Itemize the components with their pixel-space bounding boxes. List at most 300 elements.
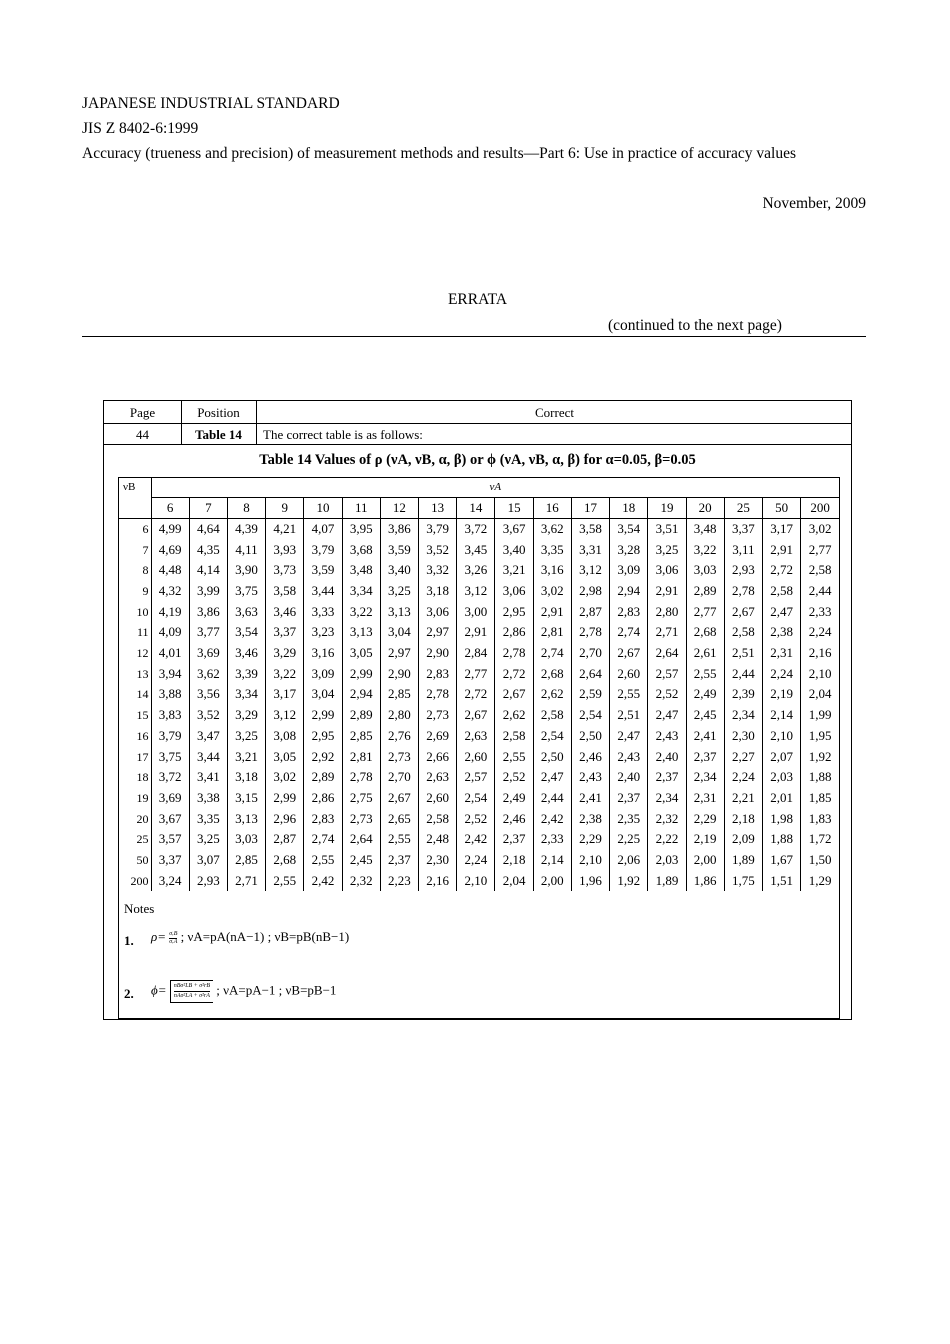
table-row [119, 622, 839, 643]
table-cell: 3,04 [380, 622, 418, 643]
table-cell: 3,44 [189, 747, 227, 768]
table-cell: 3,04 [304, 684, 342, 705]
table-cell: 2,68 [266, 850, 304, 871]
table-cell: 2,43 [610, 747, 648, 768]
table-cell: 2,64 [342, 829, 380, 850]
table-cell: 2,90 [380, 664, 418, 685]
col-header-va-8: 8 [227, 498, 265, 519]
table-cell: 1,75 [724, 871, 762, 892]
table-cell: 2,43 [648, 726, 686, 747]
table-cell: 4,69 [151, 540, 189, 561]
table-cell: 2,34 [648, 788, 686, 809]
table-cell: 2,77 [457, 664, 495, 685]
table-cell: 1,92 [801, 747, 839, 768]
table-cell: 3,37 [724, 518, 762, 539]
col-header-position: Position [197, 405, 240, 420]
table-cell: 2,81 [342, 747, 380, 768]
note-1-rest: ; νA=pA(nA−1) ; νB=pB(nB−1) [180, 929, 350, 944]
col-header-va-10: 10 [304, 498, 342, 519]
table-cell: 2,73 [342, 809, 380, 830]
table-cell: 1,67 [763, 850, 801, 871]
table-cell: 2,94 [610, 581, 648, 602]
table-cell: 2,70 [571, 643, 609, 664]
table-row [119, 581, 839, 602]
cell-position: Table 14 [195, 427, 242, 442]
table-cell: 2,58 [419, 809, 457, 830]
table-cell: 3,22 [266, 664, 304, 685]
table-cell: 2,14 [763, 705, 801, 726]
col-header-va-9: 9 [266, 498, 304, 519]
table-cell: 3,21 [495, 560, 533, 581]
table-cell: 2,29 [686, 809, 724, 830]
table-cell: 2,55 [266, 871, 304, 892]
table-cell: 2,74 [610, 622, 648, 643]
table-cell: 2,24 [457, 850, 495, 871]
table-cell: 3,58 [266, 581, 304, 602]
table-cell: 2,99 [304, 705, 342, 726]
table-cell: 2,29 [571, 829, 609, 850]
table-cell: 3,57 [151, 829, 189, 850]
continued-note: (continued to the next page) [608, 317, 782, 334]
table-cell: 2,07 [763, 747, 801, 768]
table-cell: 2,89 [342, 705, 380, 726]
table-row [119, 726, 839, 747]
table-cell: 2,42 [304, 871, 342, 892]
table-cell: 2,86 [304, 788, 342, 809]
table-cell: 2,18 [724, 809, 762, 830]
table-cell: 2,85 [380, 684, 418, 705]
note-1-frac-top: σᵣB [169, 930, 178, 937]
table-cell: 4,39 [227, 518, 265, 539]
table-row [119, 684, 839, 705]
table-cell: 2,65 [380, 809, 418, 830]
table-cell: 3,02 [533, 581, 571, 602]
table-cell: 4,19 [151, 602, 189, 623]
table-cell: 3,13 [380, 602, 418, 623]
col-header-va-13: 13 [419, 498, 457, 519]
table-cell: 2,44 [724, 664, 762, 685]
table-cell: 3,08 [266, 726, 304, 747]
table-cell: 4,48 [151, 560, 189, 581]
table-cell: 2,37 [610, 788, 648, 809]
table-cell: 2,43 [571, 767, 609, 788]
table-cell: 4,32 [151, 581, 189, 602]
table-cell: 2,52 [457, 809, 495, 830]
table-cell: 2,55 [495, 747, 533, 768]
table-cell: 2,50 [533, 747, 571, 768]
table-cell: 3,29 [266, 643, 304, 664]
table-cell: 2,09 [724, 829, 762, 850]
col-header-correct: Correct [535, 405, 574, 420]
table-cell: 2,77 [686, 602, 724, 623]
table-cell: 3,40 [380, 560, 418, 581]
table-cell: 1,98 [763, 809, 801, 830]
table-body [119, 518, 839, 891]
col-header-va-14: 14 [457, 498, 495, 519]
table-cell: 2,76 [380, 726, 418, 747]
table-cell: 2,93 [724, 560, 762, 581]
table-cell: 3,99 [189, 581, 227, 602]
table-cell: 2,39 [724, 684, 762, 705]
table-cell: 2,47 [648, 705, 686, 726]
table-row [119, 560, 839, 581]
table-cell: 2,40 [610, 767, 648, 788]
table-cell: 2,06 [610, 850, 648, 871]
table-cell: 2,37 [686, 747, 724, 768]
table-cell: 2,22 [648, 829, 686, 850]
table-cell: 3,25 [380, 581, 418, 602]
note-2-frac-bottom: nAσ²LA + σ²rA [173, 993, 210, 999]
cell-page: 44 [136, 427, 149, 442]
table-cell: 2,78 [571, 622, 609, 643]
note-1-frac-bottom: σᵣA [169, 938, 178, 945]
table-cell: 2,62 [495, 705, 533, 726]
table-cell: 3,54 [610, 518, 648, 539]
table-cell: 3,62 [533, 518, 571, 539]
table-cell: 3,32 [419, 560, 457, 581]
table-cell: 2,52 [648, 684, 686, 705]
table-cell: 2,81 [533, 622, 571, 643]
table-cell: 2,01 [763, 788, 801, 809]
note-1-formula [151, 929, 349, 946]
table-cell: 2,64 [571, 664, 609, 685]
table-cell: 2,97 [419, 622, 457, 643]
table-row [119, 664, 839, 685]
table-cell: 2,00 [533, 871, 571, 892]
standard-number: JIS Z 8402-6:1999 [82, 120, 199, 137]
table-cell: 3,52 [419, 540, 457, 561]
row-divider [104, 423, 851, 424]
table-cell: 2,87 [266, 829, 304, 850]
table-cell: 2,58 [801, 560, 839, 581]
table-cell: 2,32 [648, 809, 686, 830]
table-row [119, 871, 839, 892]
table-cell: 2,14 [533, 850, 571, 871]
table-cell: 3,40 [495, 540, 533, 561]
table-cell: 2,10 [457, 871, 495, 892]
table-cell: 1,86 [686, 871, 724, 892]
table-cell: 3,12 [266, 705, 304, 726]
table-cell: 2,47 [610, 726, 648, 747]
table-cell: 2,80 [380, 705, 418, 726]
table-cell: 2,57 [648, 664, 686, 685]
table-cell: 3,37 [266, 622, 304, 643]
table-cell: 2,92 [304, 747, 342, 768]
table-cell: 2,75 [342, 788, 380, 809]
errata-rule [82, 336, 866, 337]
row-label-vb: 200 [119, 871, 151, 892]
table-cell: 2,51 [610, 705, 648, 726]
table-cell: 2,57 [457, 767, 495, 788]
row-label-vb: 7 [119, 540, 151, 561]
table-cell: 3,23 [304, 622, 342, 643]
table-cell: 3,45 [457, 540, 495, 561]
table-cell: 2,60 [419, 788, 457, 809]
table-cell: 2,34 [686, 767, 724, 788]
table-cell: 2,35 [610, 809, 648, 830]
table-cell: 2,58 [533, 705, 571, 726]
table-cell: 3,02 [801, 518, 839, 539]
table-cell: 3,69 [189, 643, 227, 664]
table-cell: 1,50 [801, 850, 839, 871]
table-14 [118, 477, 840, 1019]
row-header-vb: νB [119, 478, 151, 518]
table-cell: 2,71 [648, 622, 686, 643]
note-1-label: 1. [124, 933, 134, 948]
table-cell: 2,04 [495, 871, 533, 892]
table-cell: 3,72 [457, 518, 495, 539]
table-cell: 2,54 [571, 705, 609, 726]
col-header-va-25: 25 [724, 498, 762, 519]
table-cell: 3,17 [763, 518, 801, 539]
table-cell: 3,69 [151, 788, 189, 809]
table-cell: 2,40 [648, 747, 686, 768]
table-cell: 1,83 [801, 809, 839, 830]
table-cell: 3,16 [533, 560, 571, 581]
table-cell: 2,10 [571, 850, 609, 871]
table-cell: 2,03 [648, 850, 686, 871]
standard-title: Accuracy (trueness and precision) of measurement methods and results—Part 6: Use in practice of accuracy values [82, 145, 797, 162]
table-cell: 3,05 [266, 747, 304, 768]
table-cell: 2,91 [457, 622, 495, 643]
note-1-lhs: ρ= [151, 929, 167, 944]
table-cell: 3,41 [189, 767, 227, 788]
table-cell: 2,74 [533, 643, 571, 664]
table-cell: 2,78 [419, 684, 457, 705]
table-cell: 2,89 [304, 767, 342, 788]
table-cell: 3,31 [571, 540, 609, 561]
row-label-vb: 17 [119, 747, 151, 768]
row-label-vb: 10 [119, 602, 151, 623]
table-cell: 3,16 [304, 643, 342, 664]
table-cell: 3,48 [342, 560, 380, 581]
table-cell: 4,11 [227, 540, 265, 561]
table-cell: 2,72 [495, 664, 533, 685]
table-cell: 2,49 [495, 788, 533, 809]
table-cell: 3,75 [227, 581, 265, 602]
table-cell: 2,85 [227, 850, 265, 871]
table-cell: 3,59 [304, 560, 342, 581]
table-cell: 1,99 [801, 705, 839, 726]
table-cell: 3,09 [610, 560, 648, 581]
table-cell: 2,73 [419, 705, 457, 726]
notes-title: Notes [124, 901, 155, 916]
table-cell: 2,54 [533, 726, 571, 747]
row-label-vb: 13 [119, 664, 151, 685]
row-divider [104, 444, 851, 445]
col-header-va-15: 15 [495, 498, 533, 519]
table-cell: 2,46 [571, 747, 609, 768]
table-row [119, 643, 839, 664]
table-cell: 2,10 [763, 726, 801, 747]
table-cell: 3,44 [304, 581, 342, 602]
table-cell: 3,93 [266, 540, 304, 561]
table-cell: 3,48 [686, 518, 724, 539]
table-cell: 3,46 [227, 643, 265, 664]
table-cell: 2,30 [419, 850, 457, 871]
table-cell: 3,38 [189, 788, 227, 809]
table-cell: 2,38 [571, 809, 609, 830]
table-cell: 2,70 [380, 767, 418, 788]
table-cell: 2,63 [457, 726, 495, 747]
table-cell: 3,26 [457, 560, 495, 581]
table-cell: 3,68 [342, 540, 380, 561]
table-row [119, 767, 839, 788]
table-cell: 3,79 [151, 726, 189, 747]
table-cell: 3,22 [342, 602, 380, 623]
col-header-va-12: 12 [380, 498, 418, 519]
table-cell: 3,00 [457, 602, 495, 623]
table-cell: 2,54 [457, 788, 495, 809]
row-label-vb: 18 [119, 767, 151, 788]
table-cell: 2,74 [304, 829, 342, 850]
table-cell: 3,13 [342, 622, 380, 643]
table-cell: 2,63 [419, 767, 457, 788]
table-cell: 2,61 [686, 643, 724, 664]
table-cell: 2,19 [763, 684, 801, 705]
table-cell: 3,90 [227, 560, 265, 581]
row-label-vb: 19 [119, 788, 151, 809]
table-cell: 2,59 [571, 684, 609, 705]
standard-heading: JAPANESE INDUSTRIAL STANDARD [82, 95, 340, 112]
table-cell: 3,59 [380, 540, 418, 561]
table-cell: 4,35 [189, 540, 227, 561]
table-cell: 1,92 [610, 871, 648, 892]
table-cell: 3,95 [342, 518, 380, 539]
table-cell: 2,24 [763, 664, 801, 685]
table-cell: 1,51 [763, 871, 801, 892]
row-label-vb: 15 [119, 705, 151, 726]
table-cell: 2,93 [189, 871, 227, 892]
table-cell: 2,41 [686, 726, 724, 747]
table-cell: 3,15 [227, 788, 265, 809]
table-cell: 3,02 [266, 767, 304, 788]
col-header-va-200: 200 [801, 498, 839, 519]
table-cell: 2,60 [610, 664, 648, 685]
errata-date: November, 2009 [762, 195, 866, 212]
table-cell: 2,55 [380, 829, 418, 850]
table-cell: 3,75 [151, 747, 189, 768]
table-cell: 3,12 [571, 560, 609, 581]
table-cell: 2,33 [533, 829, 571, 850]
table-cell: 2,31 [686, 788, 724, 809]
table-cell: 2,18 [495, 850, 533, 871]
table-cell: 3,29 [227, 705, 265, 726]
table-cell: 3,73 [266, 560, 304, 581]
table-cell: 2,51 [724, 643, 762, 664]
table-cell: 2,72 [457, 684, 495, 705]
row-label-vb: 9 [119, 581, 151, 602]
table-cell: 3,86 [189, 602, 227, 623]
table-cell: 2,55 [686, 664, 724, 685]
table-cell: 2,27 [724, 747, 762, 768]
table-cell: 3,25 [648, 540, 686, 561]
table-cell: 3,63 [227, 602, 265, 623]
values-table [119, 478, 839, 891]
table-row [119, 747, 839, 768]
note-2-sqrt [170, 980, 213, 1003]
table-cell: 3,06 [419, 602, 457, 623]
table-cell: 2,80 [648, 602, 686, 623]
table-cell: 3,03 [686, 560, 724, 581]
table-cell: 2,46 [495, 809, 533, 830]
table-cell: 2,91 [533, 602, 571, 623]
table-cell: 2,97 [380, 643, 418, 664]
table-cell: 2,99 [342, 664, 380, 685]
table-cell: 2,32 [342, 871, 380, 892]
table-cell: 3,62 [189, 664, 227, 685]
table-cell: 4,09 [151, 622, 189, 643]
table-cell: 3,79 [304, 540, 342, 561]
table-cell: 2,78 [724, 581, 762, 602]
table-cell: 2,33 [801, 602, 839, 623]
table-row [119, 788, 839, 809]
table-cell: 2,90 [419, 643, 457, 664]
table-cell: 2,00 [686, 850, 724, 871]
table-cell: 3,72 [151, 767, 189, 788]
table-cell: 2,41 [571, 788, 609, 809]
table-cell: 2,67 [610, 643, 648, 664]
table-row [119, 602, 839, 623]
table-cell: 3,54 [227, 622, 265, 643]
col-header-va-7: 7 [189, 498, 227, 519]
table-cell: 2,71 [227, 871, 265, 892]
col-header-page: Page [129, 405, 156, 420]
table-cell: 3,67 [495, 518, 533, 539]
row-label-vb: 50 [119, 850, 151, 871]
table-cell: 2,30 [724, 726, 762, 747]
table-cell: 2,78 [342, 767, 380, 788]
table-cell: 2,45 [686, 705, 724, 726]
table-row [119, 850, 839, 871]
table-cell: 2,58 [724, 622, 762, 643]
table-cell: 3,09 [304, 664, 342, 685]
note-2-formula [151, 980, 336, 1003]
table-cell: 2,58 [495, 726, 533, 747]
table-cell: 1,89 [648, 871, 686, 892]
table-cell: 4,01 [151, 643, 189, 664]
table-cell: 2,83 [610, 602, 648, 623]
table-cell: 2,85 [342, 726, 380, 747]
table-cell: 2,96 [266, 809, 304, 830]
table-cell: 3,18 [419, 581, 457, 602]
col-header-va-11: 11 [342, 498, 380, 519]
note-1-fraction [169, 931, 177, 946]
table-cell: 4,64 [189, 518, 227, 539]
table-cell: 3,25 [189, 829, 227, 850]
table-cell: 2,25 [610, 829, 648, 850]
table-cell: 2,03 [763, 767, 801, 788]
table-cell: 2,42 [457, 829, 495, 850]
table-cell: 2,16 [801, 643, 839, 664]
row-label-vb: 16 [119, 726, 151, 747]
table-cell: 2,58 [763, 581, 801, 602]
table-cell: 3,94 [151, 664, 189, 685]
table-cell: 3,83 [151, 705, 189, 726]
table-cell: 3,46 [266, 602, 304, 623]
table-cell: 3,07 [189, 850, 227, 871]
table-cell: 2,67 [380, 788, 418, 809]
table-cell: 2,98 [571, 581, 609, 602]
table-cell: 3,18 [227, 767, 265, 788]
table-cell: 3,52 [189, 705, 227, 726]
row-label-vb: 14 [119, 684, 151, 705]
table-cell: 2,95 [495, 602, 533, 623]
table-cell: 2,55 [610, 684, 648, 705]
table-cell: 3,34 [227, 684, 265, 705]
table-row [119, 518, 839, 539]
table-cell: 4,99 [151, 518, 189, 539]
